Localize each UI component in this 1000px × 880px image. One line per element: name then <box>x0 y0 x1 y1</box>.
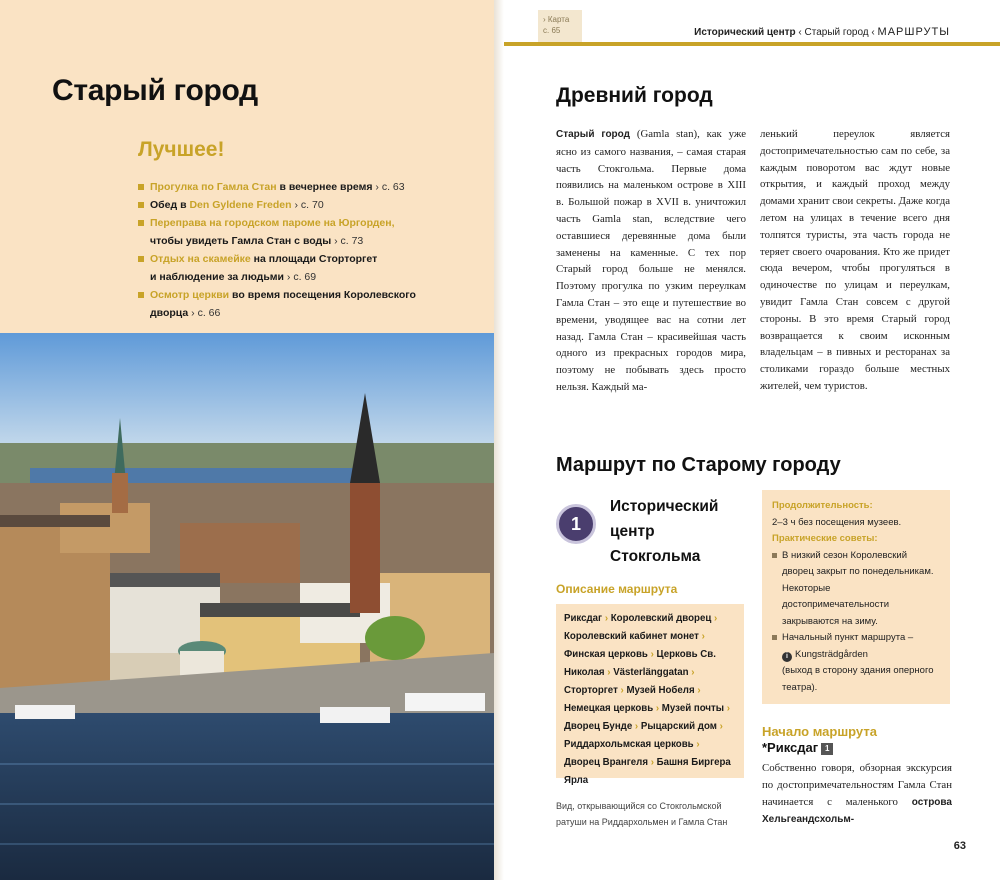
route-stop[interactable]: Дворец Бунде <box>564 721 633 732</box>
best-item <box>138 196 458 214</box>
route-stop[interactable]: Риддархольмская церковь <box>564 739 694 750</box>
sight-title <box>762 740 833 755</box>
best-item-text: дворца <box>150 307 189 319</box>
start-heading: Начало маршрута <box>762 724 877 739</box>
bullet-icon <box>138 202 144 208</box>
best-item <box>138 250 458 286</box>
map-reference-tab[interactable] <box>538 10 582 42</box>
best-item <box>138 286 458 322</box>
best-list <box>138 178 458 322</box>
route-stop[interactable]: Музей Нобеля <box>626 685 695 696</box>
best-item-text: на площади Сторторгет <box>250 253 378 265</box>
left-page <box>0 0 494 880</box>
best-item-text: в вечернее время <box>276 181 373 193</box>
bullet-icon <box>772 553 777 558</box>
running-head-part: МАРШРУТЫ <box>877 26 950 38</box>
info-icon: i <box>782 652 792 662</box>
map-tab-page: с. 65 <box>543 26 561 35</box>
tip-item <box>772 630 940 696</box>
best-item-highlight[interactable]: Den Gyldene Freden <box>189 199 292 211</box>
city-photo <box>0 333 494 880</box>
route-stop[interactable]: Риксдаг <box>564 613 603 624</box>
best-item-text: чтобы увидеть Гамла Стан с воды <box>150 235 332 247</box>
sight-name: *Риксдаг <box>762 740 819 755</box>
bullet-icon <box>138 220 144 226</box>
page-ref[interactable]: › с. 66 <box>188 307 221 319</box>
header-rule <box>504 42 1000 46</box>
photo-caption: Вид, открывающийся со Стокгольмской ратуши на Риддархольмен и Гамла Стан <box>556 801 728 827</box>
tip-item <box>772 548 940 631</box>
start-text <box>762 760 952 828</box>
lead-term: Старый город <box>556 129 630 140</box>
tip-text: Начальный пункт маршрута – <box>782 632 914 643</box>
best-item-text: во время посещения Королевского <box>229 289 416 301</box>
route-stop[interactable]: Дворец Врангеля <box>564 757 648 768</box>
route-stop[interactable]: Музей почты <box>661 703 725 714</box>
route-stop[interactable]: Финская церковь <box>564 649 648 660</box>
running-head-part: Исторический центр <box>694 27 796 38</box>
route-stops-box: Риксдаг › Королевский дворец › Королевский кабинет монет › Финская церковь › Церковь Св. Николая › Västerlänggatan › Сторторгет › Музей Нобеля › Немецкая церковь › Музей почты › Дворец Бунде › Рыцарский дом › Риддархольмская церковь › Дворец Врангеля › Башня Биргера Ярла <box>556 604 744 778</box>
route-stop[interactable]: Церковь Св. Николая <box>564 649 716 678</box>
route-stop[interactable]: Немецкая церковь <box>564 703 654 714</box>
tips-box <box>762 490 950 704</box>
page-ref[interactable]: › с. 73 <box>331 235 364 247</box>
best-item-highlight[interactable]: Переправа на городском пароме на Юргорден, <box>150 217 395 229</box>
running-head-part: Старый город <box>804 27 869 38</box>
best-item-text: и наблюдение за людьми <box>150 271 285 283</box>
duration-label: Продолжительность: <box>772 500 873 511</box>
body-text-bold: острова Хельгеандсхольм- <box>762 797 952 825</box>
route-stop[interactable]: Королевский кабинет монет <box>564 631 699 642</box>
bullet-icon <box>138 184 144 190</box>
running-head-separator: ‹ <box>868 27 878 38</box>
page-ref[interactable]: › с. 70 <box>291 199 324 211</box>
page-ref[interactable]: › с. 63 <box>372 181 405 193</box>
best-item-text: Обед в <box>150 199 190 211</box>
best-item-highlight[interactable]: Осмотр церкви <box>150 289 230 301</box>
route-stop[interactable]: Сторторгет <box>564 685 618 696</box>
bullet-icon <box>138 292 144 298</box>
route-stop[interactable]: Башня Биргера Ярла <box>564 757 731 786</box>
body-text: (Gamla stan), как уже ясно из самого названия, – самая старая часть Стокгольма. Первые дома появились на маленьком острове в XIII в. Большой пожар в XVII в. уничтожил часть Gamla stan, вследствие чего оставшиеся деревянные дома были заменены на каменные. С тех пор Старый город больше не менялся. Поэтому прогулка по узким переулкам Гамла Стан – это еще и путешествие во времени, уводящее вас на сотни лет назад. Гамла Стан – красивейшая часть одного из прекрасных городов мира, поэтому не побывать здесь просто нельзя. Каждый ма- <box>556 128 746 393</box>
route-stop[interactable]: Королевский дворец <box>610 613 712 624</box>
book-gutter <box>494 0 504 880</box>
best-item <box>138 214 458 250</box>
route-title: Исторический центр Стокгольма <box>610 498 719 565</box>
bullet-icon <box>138 256 144 262</box>
route-description-heading: Описание маршрута <box>556 582 678 596</box>
duration-value: 2–3 ч без посещения музеев. <box>772 516 902 528</box>
section-heading: Древний город <box>556 84 713 107</box>
best-heading: Лучшее! <box>138 138 225 161</box>
bullet-icon <box>772 635 777 640</box>
body-column <box>556 126 746 396</box>
tip-text: В низкий сезон Королевский дворец закрыт по понедельникам. Некоторые достопримечательности закрываются на зиму. <box>782 549 934 627</box>
body-column <box>760 126 950 395</box>
body-text: Собственно говоря, обзорная экскурсия по достопримечательностям Гамла Стан начинается с маленького <box>762 762 952 808</box>
map-tab-label: › Карта <box>543 15 570 24</box>
best-item-highlight[interactable]: Прогулка по Гамла Стан <box>150 181 277 193</box>
route-stop[interactable]: Västerlänggatan <box>613 667 689 678</box>
route-number-badge: 1 <box>556 504 596 544</box>
body-text: ленький переулок является достопримечательностью сам по себе, за каждым поворотом вас ждут новые открытия, и каждый проход между домами хранит свои секреты. Даже когда летом на улицах в течение всего дня толпятся туристы, эта часть города не теряет своего очарования. Кто же придет сюда вечером, чтобы прогуляться в одиночестве по улицам и переулкам, увидит Гамла Стан совсем с другой стороны. В это время Старый город возвращается к своим исконным владельцам – в пивных и ресторанах за столиками гораздо больше местных жителей, чем туристов. <box>760 128 950 392</box>
tip-text: (выход в сторону здания оперного театра). <box>782 665 934 693</box>
best-item <box>138 178 458 196</box>
route-heading: Маршрут по Старому городу <box>556 454 841 476</box>
right-page <box>504 0 1000 880</box>
route-stop[interactable]: Рыцарский дом <box>640 721 717 732</box>
best-item-highlight[interactable]: Отдых на скамейке <box>150 253 251 265</box>
page-ref[interactable]: › с. 69 <box>284 271 317 283</box>
page-title: Старый город <box>52 74 258 107</box>
running-head <box>694 26 950 38</box>
running-head-separator: ‹ <box>795 27 805 38</box>
advice-label: Практические советы: <box>772 533 878 544</box>
page-number: 63 <box>953 840 966 852</box>
tip-place[interactable]: Kungsträdgården <box>795 648 868 660</box>
map-marker-icon[interactable]: 1 <box>821 743 833 755</box>
